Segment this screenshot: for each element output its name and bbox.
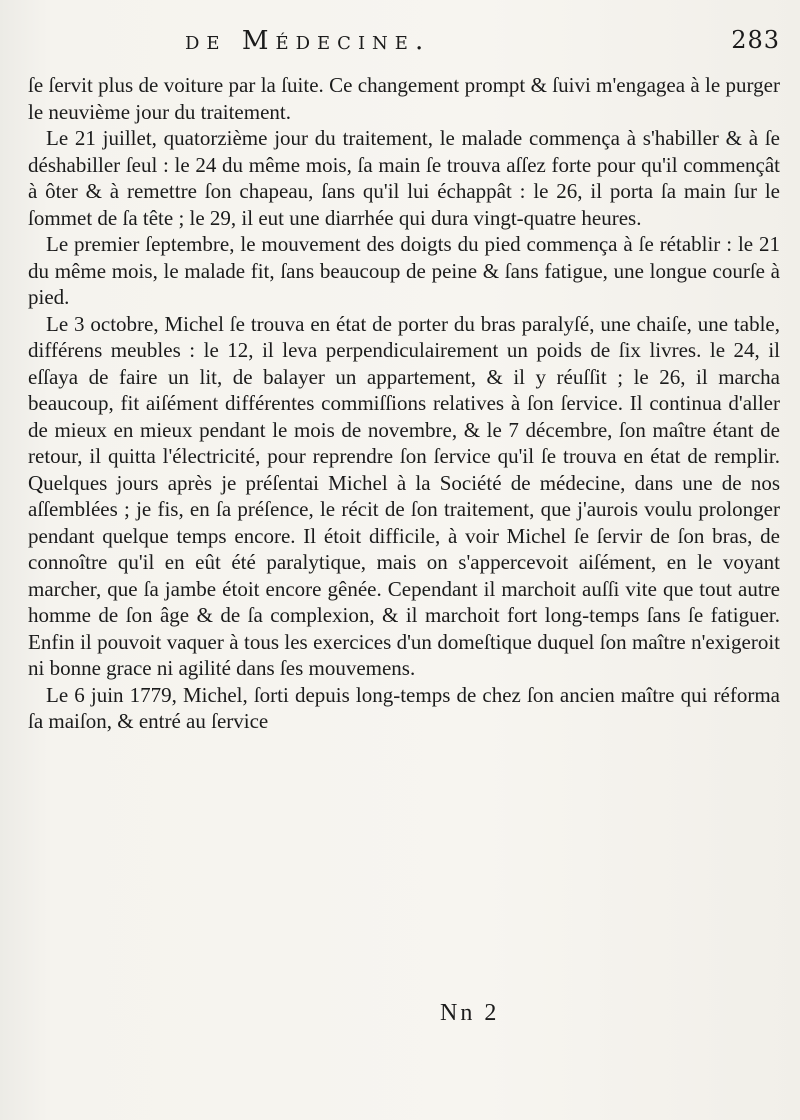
running-title: de Médecine.	[185, 26, 431, 56]
paragraph: ſe ſervit plus de voiture par la ſuite. Ce changement prompt & ſuivi m'engagea à le purger le neuvième jour du traitement.	[28, 73, 780, 124]
paragraph: Le 6 juin 1779, Michel, ſorti depuis long-temps de chez ſon ancien maître qui réforma ſa maiſon, & entré au ſervice	[28, 682, 780, 733]
signature-mark: Nn 2	[440, 1000, 500, 1026]
body-text	[28, 72, 780, 735]
page-number: 283	[731, 26, 780, 54]
paragraph: Le premier ſeptembre, le mouvement des doigts du pied commença à ſe rétablir : le 21 du même mois, le malade fit, ſans beaucoup de peine & ſans fatigue, une longue courſe à pied.	[28, 232, 780, 309]
paragraph: Le 3 octobre, Michel ſe trouva en état de porter du bras paralyſé, une chaiſe, une table, différens meubles : le 12, il leva perpendiculairement un poids de ſix livres. le 24, il eſſaya de faire un lit, de balayer un appartement, & il y réuſſit ; le 26, il marcha beaucoup, fit aiſément différentes commiſſions relatives à ſon ſervice. Il continua d'aller de mieux en mieux pendant le mois de novembre, & le 7 décembre, ſon maître étant de retour, il quitta l'électricité, pour reprendre ſon ſervice qu'il ſe trouva en état de remplir. Quelques jours après je préſentai Michel à la Société de médecine, dans une de nos aſſemblées ; je fis, en ſa préſence, le récit de ſon traitement, que j'aurois voulu prolonger pendant quelque temps encore. Il étoit difficile, à voir Michel ſe ſervir de ſon bras, de connoître qu'il en eût été paralytique, mais on s'appercevoit aiſément, en le voyant marcher, que ſa jambe étoit encore gênée. Cependant il marchoit auſſi vite que tout autre homme de ſon âge & de ſa complexion, & il marchoit fort long-temps ſans ſe fatiguer. Enfin il pouvoit vaquer à tous les exercices d'un domeſtique duquel ſon maître n'exigeroit ni bonne grace ni agilité dans ſes mouvemens.	[28, 311, 780, 680]
running-head	[0, 26, 800, 56]
paragraph: Le 21 juillet, quatorzième jour du traitement, le malade commença à s'habiller & à ſe déshabiller ſeul : le 24 du même mois, ſa main ſe trouva aſſez forte pour qu'il commençât à ôter & à remettre ſon chapeau, ſans qu'il lui échappât : le 26, il porta ſa main ſur le ſommet de ſa tête ; le 29, il eut une diarrhée qui dura vingt-quatre heures.	[28, 126, 780, 230]
